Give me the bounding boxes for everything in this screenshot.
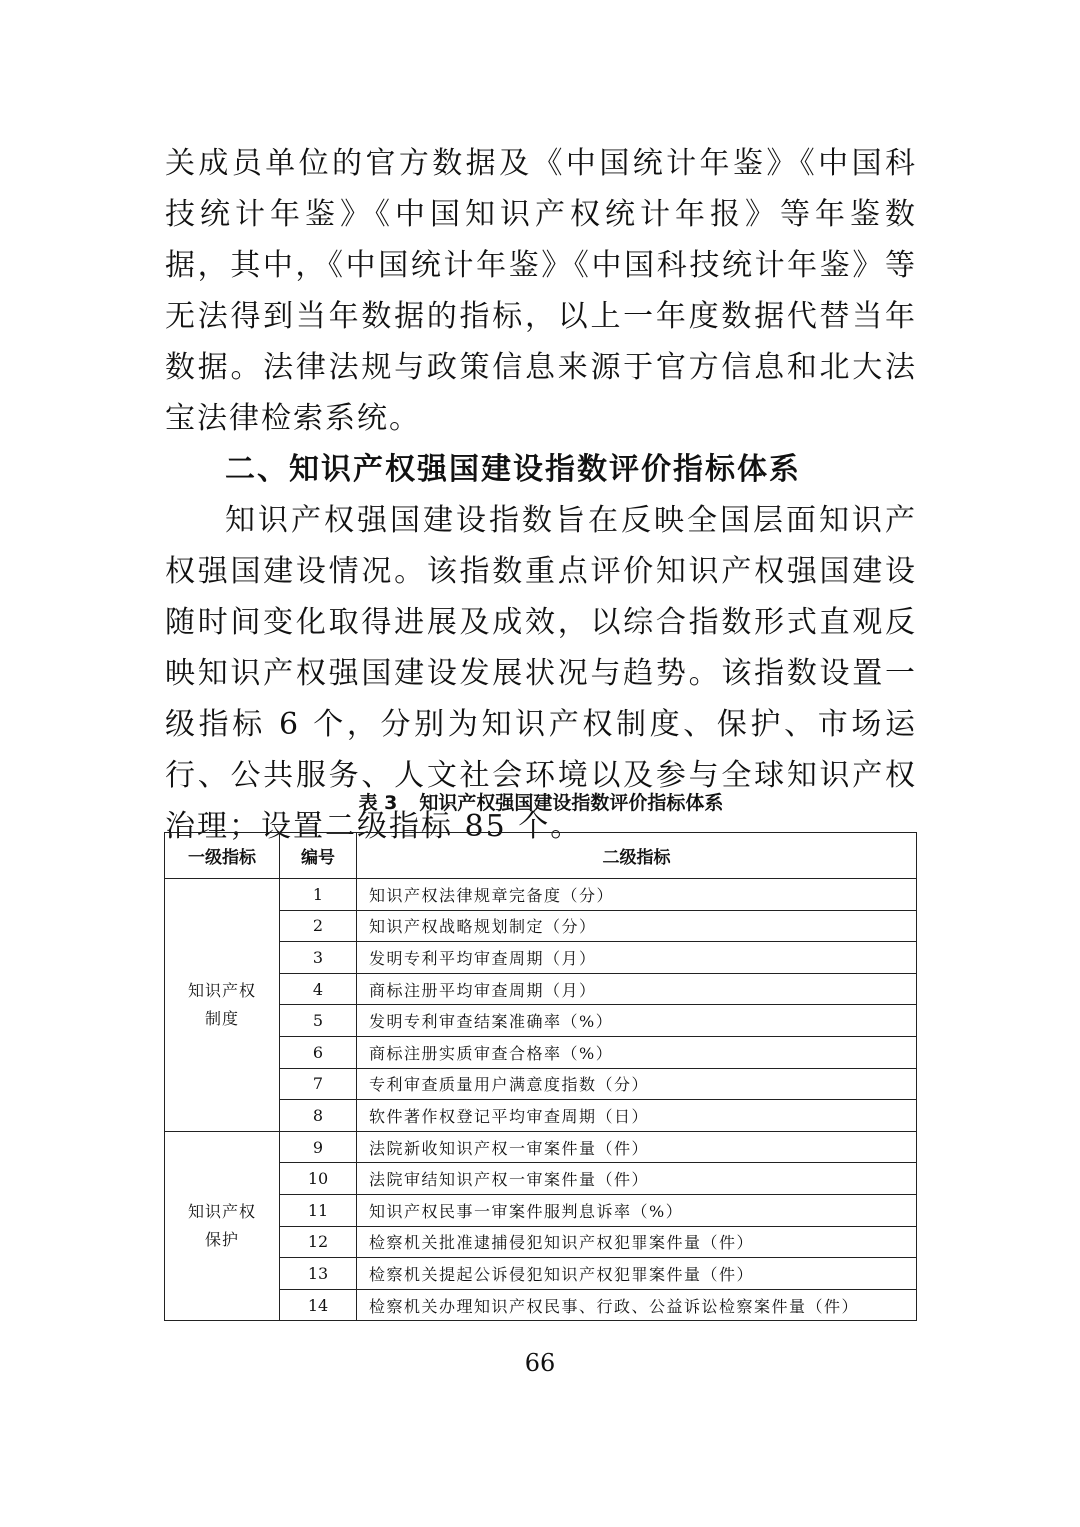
row-number: 13: [280, 1258, 357, 1290]
level1-name-line2: 制度: [204, 1008, 239, 1028]
table-caption-title: 知识产权强国建设指数评价指标体系: [419, 792, 724, 814]
level1-cell-system: [165, 879, 280, 1132]
level1-name-line1: 知识产权: [187, 1202, 256, 1222]
row-indicator: 知识产权民事一审案件服判息诉率（%）: [357, 1194, 917, 1226]
row-number: 1: [280, 879, 357, 911]
row-indicator: 专利审查质量用户满意度指数（分）: [357, 1068, 917, 1100]
row-number: 4: [280, 973, 357, 1005]
table-row: [165, 1131, 917, 1163]
row-indicator: 知识产权战略规划制定（分）: [357, 910, 917, 942]
row-indicator: 检察机关办理知识产权民事、行政、公益诉讼检察案件量（件）: [357, 1289, 917, 1321]
table-caption-number: 表 3: [358, 792, 398, 814]
table-row: [165, 879, 917, 911]
row-number: 10: [280, 1163, 357, 1195]
row-indicator: 软件著作权登记平均审查周期（日）: [357, 1100, 917, 1132]
row-number: 3: [280, 942, 357, 974]
row-indicator: 检察机关提起公诉侵犯知识产权犯罪案件量（件）: [357, 1258, 917, 1290]
body-text: [165, 138, 917, 852]
row-number: 11: [280, 1194, 357, 1226]
paragraph-index-description: 知识产权强国建设指数旨在反映全国层面知识产权强国建设情况。该指数重点评价知识产权强国建设随时间变化取得进展及成效，以综合指数形式直观反映知识产权强国建设发展状况与趋势。该指数设置一级指标 6 个，分别为知识产权制度、保护、市场运行、公共服务、人文社会环境以及参与全球知识产权治理；设置二级指标 85 个。: [165, 503, 917, 844]
level1-name-line2: 保护: [204, 1230, 239, 1250]
table-header-row: [165, 833, 917, 879]
indicator-table: [164, 832, 917, 1321]
row-number: 5: [280, 1005, 357, 1037]
header-level2: 二级指标: [357, 833, 917, 879]
page-number: 66: [524, 1349, 556, 1377]
row-indicator: 检察机关批准逮捕侵犯知识产权犯罪案件量（件）: [357, 1226, 917, 1258]
header-level1: 一级指标: [165, 833, 280, 879]
row-number: 9: [280, 1131, 357, 1163]
header-number: 编号: [280, 833, 357, 879]
row-indicator: 发明专利审查结案准确率（%）: [357, 1005, 917, 1037]
row-indicator: 法院新收知识产权一审案件量（件）: [357, 1131, 917, 1163]
row-indicator: 知识产权法律规章完备度（分）: [357, 879, 917, 911]
paragraph-data-sources: 关成员单位的官方数据及《中国统计年鉴》《中国科技统计年鉴》《中国知识产权统计年报》等年鉴数据，其中，《中国统计年鉴》《中国科技统计年鉴》等无法得到当年数据的指标，以上一年度数据代替当年数据。法律法规与政策信息来源于官方信息和北大法宝法律检索系统。: [165, 146, 917, 436]
level1-name-line1: 知识产权: [187, 980, 256, 1000]
level1-cell-protection: [165, 1131, 280, 1321]
row-number: 12: [280, 1226, 357, 1258]
row-indicator: 发明专利平均审查周期（月）: [357, 942, 917, 974]
row-number: 8: [280, 1100, 357, 1132]
section-heading: 二、知识产权强国建设指数评价指标体系: [225, 452, 801, 487]
row-number: 2: [280, 910, 357, 942]
row-number: 14: [280, 1289, 357, 1321]
row-number: 7: [280, 1068, 357, 1100]
row-indicator: 商标注册实质审查合格率（%）: [357, 1036, 917, 1068]
row-indicator: 商标注册平均审查周期（月）: [357, 973, 917, 1005]
row-indicator: 法院审结知识产权一审案件量（件）: [357, 1163, 917, 1195]
row-number: 6: [280, 1036, 357, 1068]
table-caption: [165, 788, 917, 818]
